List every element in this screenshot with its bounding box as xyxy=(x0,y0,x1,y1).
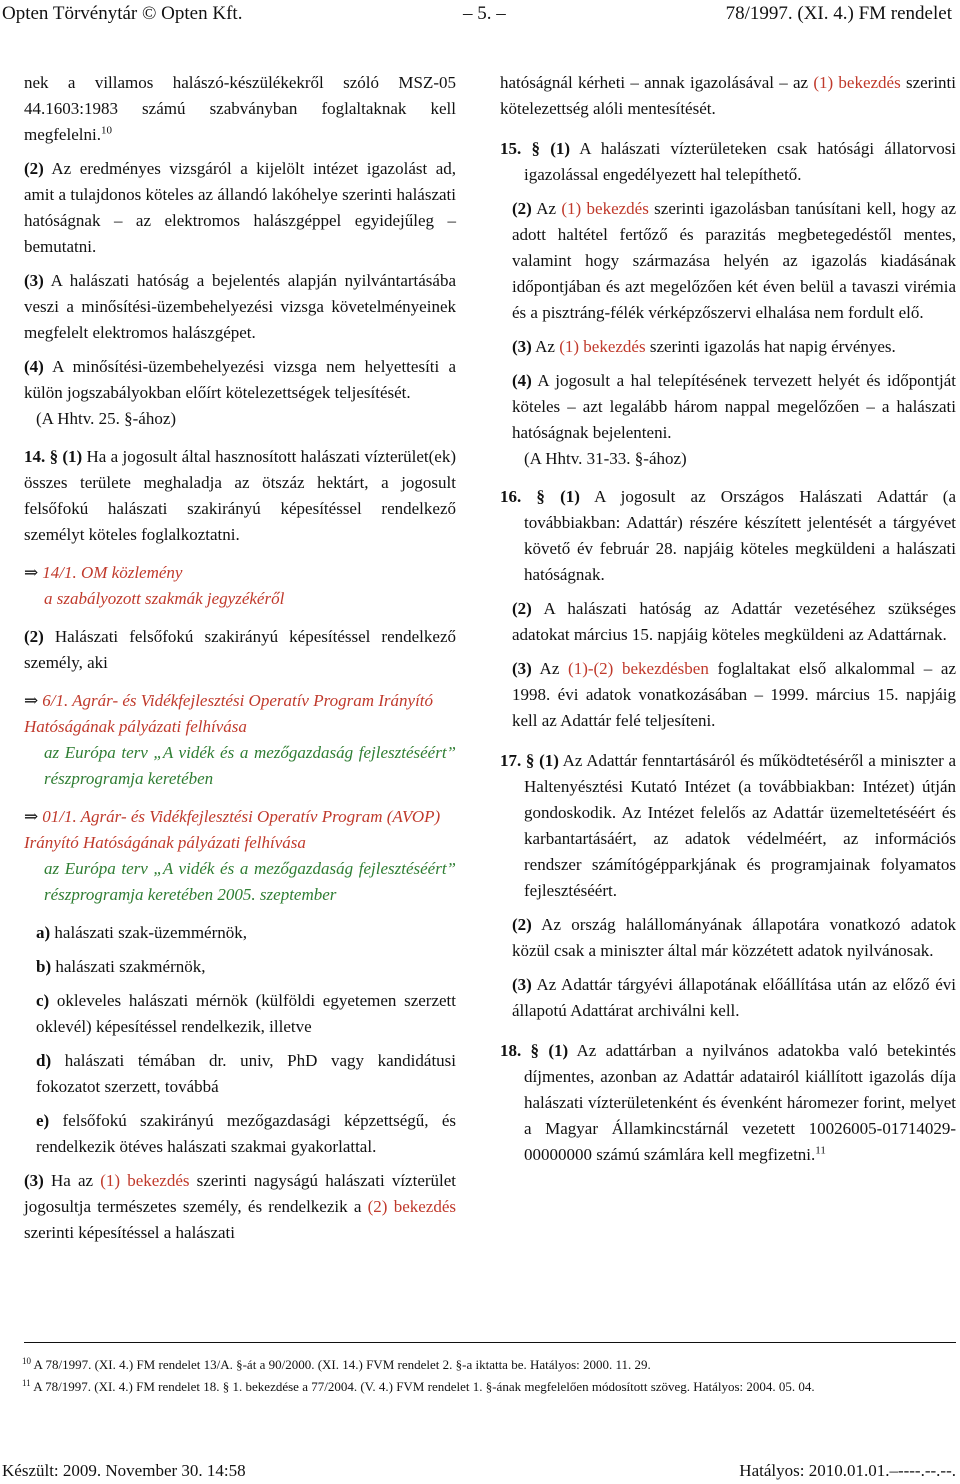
xref-title[interactable]: 14/1. OM közlemény xyxy=(42,563,183,582)
subsection-number: (2) xyxy=(512,599,532,618)
xref-om-kozlemeny[interactable] xyxy=(24,560,456,612)
footnote-10: $^{10}$ A 78/1997. (XI. 4.) FM rendelet 13/A. §-át a 90/2000. (XI. 14.) FVM rendelet 2. §-a iktatta be. Hatályos: 2000. 11. 29. xyxy=(22,1355,651,1372)
xref-bekezdes-1[interactable]: (1) bekezdés xyxy=(813,73,901,92)
xref-bekezdes-2[interactable]: (2) bekezdés xyxy=(367,1197,457,1216)
footnote-ref-11[interactable]: 11 xyxy=(815,1144,826,1157)
list-item: d) halászati témában dr. univ, PhD vagy kandidátusi fokozatot szerzett, továbbá xyxy=(36,1051,457,1096)
subsection-15-3: (3) Az (1) bekezdés szerinti igazolás hat napig érvényes. xyxy=(512,337,896,356)
arrow-right-icon: ⇒ xyxy=(24,563,39,582)
subsection-number: (1) xyxy=(548,1041,569,1060)
legal-citation-hhtv-31-33: (A Hhtv. 31-33. §-ához) xyxy=(524,449,687,468)
arrow-right-icon: ⇒ xyxy=(24,807,39,826)
footer-created: Készült: 2009. November 30. 14:58 xyxy=(2,1461,246,1480)
subsection-number: (1) xyxy=(62,447,83,466)
section-number: 14. xyxy=(24,447,46,466)
list-item: b) halászati szakmérnök, xyxy=(36,957,206,976)
subsection-14-3: (3) Ha az (1) bekezdés szerinti nagyságú halászati vízterület jogosultja természetes személy, és rendelkezik a (2) bekezdés szerinti képesítéssel a halászati xyxy=(24,1171,457,1242)
subsection-number: (1) xyxy=(539,751,559,770)
section-number: 15. xyxy=(500,139,522,158)
left-column xyxy=(24,70,456,1246)
section-number: 16. xyxy=(500,487,522,506)
xref-avop-01-1[interactable] xyxy=(24,804,456,908)
section-sign: § xyxy=(525,751,535,770)
section-sign: § xyxy=(531,139,540,158)
xref-title[interactable]: 01/1. Agrár- és Vidékfejlesztési Operatív Program (AVOP) Irányító Hatóságának pályázati felhívása xyxy=(24,807,441,852)
section-sign: § xyxy=(530,1041,540,1060)
subsection-number: (3) xyxy=(512,659,532,678)
subsection-13-4: (4) A minősítési-üzembehelyezési vizsga nem helyettesíti a külön jogszabályokban előírt kötelezettségek teljesítését. xyxy=(24,357,456,402)
subsection-number: (4) xyxy=(24,357,44,376)
subsection-number: (2) xyxy=(24,159,44,178)
right-column xyxy=(500,70,956,1168)
qualification-list xyxy=(24,920,456,1160)
page-footer xyxy=(0,1458,956,1484)
subsection-number: (2) xyxy=(512,915,532,934)
xref-subtitle[interactable]: a szabályozott szakmák jegyzékéről xyxy=(44,589,285,608)
footnotes xyxy=(2,1356,956,1400)
list-item: c) okleveles halászati mérnök (külföldi egyetemen szerzett oklevél) képesítéssel rendelkezik, illetve xyxy=(36,991,457,1036)
section-14-1: 14. § (1) Ha a jogosult által hasznosított halászati vízterület(ek) összes területe meghaladja az ötszáz hektárt, a jogosult felsőfokú halászati szakirányú képesítéssel rendelkező személyt köteles foglalkoztatni. xyxy=(24,447,457,544)
subsection-number: (3) xyxy=(512,975,532,994)
subsection-15-4: (4) A jogosult a hal telepítésének tervezett helyét és időpontját köteles – azt legalább három nappal megelőzően – a halászati hatóságnak bejelenteni. xyxy=(512,371,956,442)
subsection-number: (2) xyxy=(24,627,44,646)
subsection-17-3: (3) Az Adattár tárgyévi állapotának előállítása után az előző évi állapotú Adattárat archiválni kell. xyxy=(512,975,957,1020)
xref-avop-6-1[interactable] xyxy=(24,688,456,792)
section-number: 17. xyxy=(500,751,522,770)
section-17-1: 17. § (1) Az Adattár fenntartásáról és működtetéséről a miniszter a Haltenyésztési Kutató Intézet (a továbbiakban: Intézet) útján gondoskodik. Az Intézet felelős az Adattár üzemeltetéséért és karbantartásáért, az adatok védelméért, az információs rendszer számítógépparkjának és programjainak folyamatos fejlesztéséért. xyxy=(500,751,956,900)
header-publisher: Opten Törvénytár © Opten Kft. xyxy=(2,3,243,24)
subsection-15-2: (2) Az (1) bekezdés szerinti igazolásban tanúsítani kell, hogy az adott haltétel fertőző és parazitás megbetegedéstől mentes, valamint hogy származása helyén az igazolás kiadásának időpontjában és azt megelőzően két éven belül a tavaszi virémia és a pisztráng-félék vérképzőszervi elhalása nem fordult elő. xyxy=(512,199,957,322)
xref-bekezdes-1[interactable]: (1) bekezdés xyxy=(561,199,649,218)
subsection-number: (3) xyxy=(24,1171,44,1190)
footer-effective: Hatályos: 2010.01.01.–----.--.--. xyxy=(739,1461,956,1480)
xref-subtitle[interactable]: az Európa terv „A vidék és a mezőgazdaság fejlesztéséért” részprogramja keretében xyxy=(44,743,456,788)
subsection-17-2: (2) Az ország halállományának állapotára vonatkozó adatok közül csak a miniszter által már közzétett adatok nyilvánosak. xyxy=(512,915,957,960)
subsection-number: (3) xyxy=(512,337,532,356)
header-page-number: – 5. – xyxy=(463,3,506,24)
running-header xyxy=(0,0,952,28)
xref-subtitle[interactable]: az Európa terv „A vidék és a mezőgazdaság fejlesztéséért” részprogramja keretében 2005. szeptember xyxy=(44,859,456,904)
subsection-16-3: (3) Az (1)-(2) bekezdésben foglaltakat első alkalommal – az 1998. évi adatok vonatkozásában – 1999. március 15. napjáig kell az Adattár felé teljesíteni. xyxy=(512,659,957,730)
subsection-number: (2) xyxy=(512,199,532,218)
section-15-1: 15. § (1) A halászati vízterületeken csak hatósági állatorvosi igazolással engedélyezett hal telepíthető. xyxy=(500,139,957,184)
footnote-11: $^{11}$ A 78/1997. (XI. 4.) FM rendelet 18. § 1. bekezdése a 77/2004. (V. 4.) FVM rendelet 1. §-ának megfelelően módosított szöveg. Hatályos: 2004. 05. 04. xyxy=(22,1377,815,1394)
list-item: e) felsőfokú szakirányú mezőgazdasági képzettségű, és rendelkezik ötéves halászati szakmai gyakorlattal. xyxy=(36,1111,456,1156)
arrow-right-icon: ⇒ xyxy=(24,691,39,710)
section-number: 18. xyxy=(500,1041,522,1060)
subsection-13-2: (2) Az eredményes vizsgáról a kijelölt intézet igazolást ad, amit a tulajdonos köteles az állandó lakóhelye szerinti halászati hatóságnak – az elektromos halászgéppel egyidejűleg – bemutatni. xyxy=(24,159,457,256)
subsection-number: (1) xyxy=(550,139,571,158)
subsection-14-2: (2) Halászati felsőfokú szakirányú képesítéssel rendelkező személy, aki xyxy=(24,627,456,672)
legal-citation-hhtv-25: (A Hhtv. 25. §-ához) xyxy=(36,409,177,428)
xref-title[interactable]: 6/1. Agrár- és Vidékfejlesztési Operatív Program Irányító Hatóságának pályázati felhívása xyxy=(24,691,434,736)
section-sign: § xyxy=(49,447,59,466)
xref-bekezdes-1[interactable]: (1) bekezdés xyxy=(559,337,646,356)
subsection-number: (3) xyxy=(24,271,44,290)
section-16-1: 16. § (1) A jogosult az Országos Halászati Adattár (a továbbiakban: Adattár) részére készített jelentését a tárgyévet követő év február 28. napjáig köteles megküldeni a halászati hatóságnak. xyxy=(500,487,956,584)
subsection-number: (1) xyxy=(560,487,580,506)
xref-bekezdes-1-2[interactable]: (1)-(2) bekezdésben xyxy=(568,659,709,678)
subsection-13-3: (3) A halászati hatóság a bejelentés alapján nyilvántartásába veszi a minősítési-üzembehelyezési vizsga követelményeinek megfelelt elektromos halászgépet. xyxy=(24,271,457,342)
paragraph-continuation: nek a villamos halászó-készülékekről szóló MSZ-05 44.1603:1983 számú szabványban foglaltaknak kell megfelelni.$^{10}$ xyxy=(24,73,456,144)
footnote-divider xyxy=(24,1342,956,1343)
subsection-number: (4) xyxy=(512,371,532,390)
section-18-1: 18. § (1) Az adattárban a nyilvános adatokba való betekintés díjmentes, azonban az Adattár adatairól kiállított igazolás díja halászati vízterületenként és évenként háromezer forint, melyet a Magyar Államkincstárnál vezetett 10026005-01714029-00000000 számú számlára kell megfizetni.$^{11}$ xyxy=(500,1041,956,1164)
xref-bekezdes-1[interactable]: (1) bekezdés xyxy=(100,1171,190,1190)
paragraph-continuation: hatóságnál kérheti – annak igazolásával – az (1) bekezdés szerinti kötelezettség alóli mentesítését. xyxy=(500,73,957,118)
section-sign: § xyxy=(536,487,545,506)
header-regulation-title: 78/1997. (XI. 4.) FM rendelet xyxy=(725,3,952,24)
list-item: a) halászati szak-üzemmérnök, xyxy=(36,923,247,942)
subsection-16-2: (2) A halászati hatóság az Adattár vezetéséhez szükséges adatokat március 15. napjáig köteles megküldeni az Adattárnak. xyxy=(512,599,956,644)
footnote-ref-10[interactable]: 10 xyxy=(100,124,112,137)
